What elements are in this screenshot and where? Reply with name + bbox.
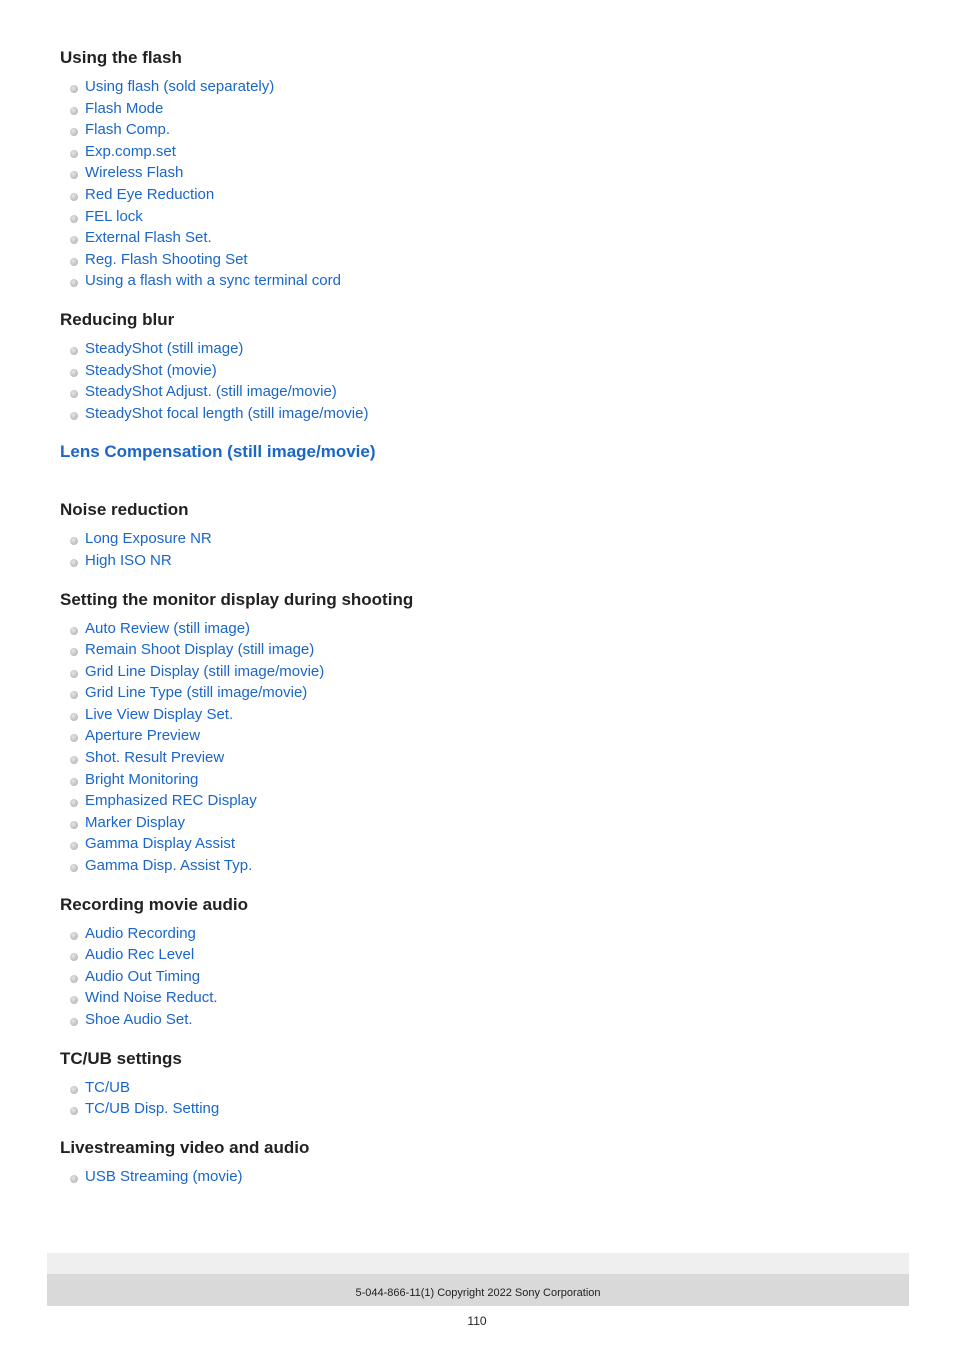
bullet-icon	[70, 85, 78, 93]
bullet-icon	[70, 1107, 78, 1115]
item-link[interactable]: Using flash (sold separately)	[85, 78, 275, 95]
bullet-icon	[70, 1175, 78, 1183]
section-heading: TC/UB settings	[60, 1048, 182, 1068]
bullet-icon	[70, 215, 78, 223]
footer-band	[47, 1274, 909, 1306]
item-link[interactable]: Flash Mode	[85, 99, 164, 117]
item-link[interactable]: Grid Line Display (still image/movie)	[85, 662, 325, 680]
list-item	[60, 1098, 900, 1120]
item-link[interactable]: Red Eye Reduction	[85, 185, 215, 203]
footer-band-light	[47, 1253, 909, 1274]
list-item	[60, 1009, 900, 1031]
list-item	[60, 944, 900, 966]
bullet-icon	[70, 778, 78, 786]
section-heading: Recording movie audio	[60, 894, 248, 914]
link-list	[60, 76, 900, 292]
list-item	[60, 184, 900, 206]
bullet-icon	[70, 1018, 78, 1026]
bullet-icon	[70, 821, 78, 829]
item-link[interactable]: Gamma Display Assist	[85, 835, 236, 853]
list-item	[60, 1077, 900, 1099]
bullet-icon	[70, 236, 78, 244]
item-link[interactable]: Bright Monitoring	[85, 770, 199, 788]
bullet-icon	[70, 171, 78, 179]
list-item	[60, 403, 900, 425]
item-link[interactable]: Gamma Disp. Assist Typ.	[85, 857, 253, 875]
bullet-icon	[70, 756, 78, 764]
list-item	[60, 923, 900, 945]
section-tc-ub-settings	[60, 1047, 900, 1120]
copyright-text: 5-044-866-11(1) Copyright 2022 Sony Corporation	[355, 1287, 601, 1299]
list-item	[60, 704, 900, 726]
item-link[interactable]: Auto Review (still image)	[85, 619, 251, 637]
list-item	[60, 270, 900, 292]
bullet-icon	[70, 996, 78, 1004]
link-list	[60, 338, 900, 424]
item-link[interactable]: TC/UB Disp. Setting	[85, 1100, 220, 1118]
item-link[interactable]: Remain Shoot Display (still image)	[85, 641, 315, 659]
list-item	[60, 550, 900, 572]
list-item	[60, 227, 900, 249]
bullet-icon	[70, 1086, 78, 1094]
bullet-icon	[70, 107, 78, 115]
list-item	[60, 790, 900, 812]
bullet-icon	[70, 559, 78, 567]
bullet-icon	[70, 412, 78, 420]
item-link[interactable]: SteadyShot focal length (still image/movie)	[85, 404, 369, 422]
section-heading: Livestreaming video and audio	[60, 1137, 310, 1157]
list-item	[60, 338, 900, 360]
list-item	[60, 747, 900, 769]
bullet-icon	[70, 975, 78, 983]
section-heading: Setting the monitor display during shooting	[60, 589, 414, 609]
item-link[interactable]: USB Streaming (movie)	[85, 1167, 243, 1185]
item-link[interactable]: SteadyShot Adjust. (still image/movie)	[85, 383, 337, 401]
item-link[interactable]: Exp.comp.set	[85, 142, 176, 160]
section-heading: Using the flash	[60, 48, 182, 67]
link-list	[60, 1077, 900, 1120]
list-item	[60, 141, 900, 163]
section-spacer	[60, 470, 900, 498]
item-link[interactable]: Emphasized REC Display	[85, 792, 257, 810]
section-heading: Noise reduction	[60, 500, 189, 520]
bullet-icon	[70, 369, 78, 377]
list-item	[60, 812, 900, 834]
list-item	[60, 966, 900, 988]
section-reducing-blur	[60, 308, 900, 424]
item-link[interactable]: TC/UB	[85, 1078, 130, 1096]
list-item	[60, 987, 900, 1009]
item-link[interactable]: Marker Display	[85, 813, 186, 831]
page-content	[60, 46, 900, 1203]
link-list	[60, 618, 900, 877]
bullet-icon	[70, 627, 78, 635]
list-item	[60, 76, 900, 98]
list-item	[60, 98, 900, 120]
bullet-icon	[70, 390, 78, 398]
link-list	[60, 1166, 900, 1188]
item-link[interactable]: SteadyShot (movie)	[85, 361, 217, 379]
list-item	[60, 725, 900, 747]
list-item	[60, 833, 900, 855]
bullet-icon	[70, 128, 78, 136]
item-link[interactable]: Flash Comp.	[85, 121, 171, 139]
link-list	[60, 528, 900, 571]
section-noise-reduction	[60, 498, 900, 571]
bullet-icon	[70, 347, 78, 355]
page-number: 110	[467, 1314, 487, 1328]
bullet-icon	[70, 648, 78, 656]
section-recording-movie-audio	[60, 893, 900, 1031]
list-item	[60, 769, 900, 791]
list-item	[60, 162, 900, 184]
section-monitor-display	[60, 588, 900, 877]
bullet-icon	[70, 258, 78, 266]
bullet-icon	[70, 932, 78, 940]
bullet-icon	[70, 691, 78, 699]
list-item	[60, 119, 900, 141]
item-link[interactable]: SteadyShot (still image)	[85, 339, 244, 357]
item-link[interactable]: Shot. Result Preview	[85, 749, 225, 767]
list-item	[60, 618, 900, 640]
bullet-icon	[70, 150, 78, 158]
lens-compensation-link[interactable]: Lens Compensation (still image/movie)	[60, 442, 376, 462]
item-link[interactable]: Reg. Flash Shooting Set	[85, 250, 248, 268]
bullet-icon	[70, 799, 78, 807]
item-link[interactable]: External Flash Set.	[85, 229, 212, 247]
section-lens-compensation	[60, 440, 900, 498]
item-link[interactable]: Audio Out Timing	[85, 967, 201, 985]
bullet-icon	[70, 734, 78, 742]
list-item	[60, 682, 900, 704]
section-using-the-flash	[60, 46, 900, 292]
item-link[interactable]: Wind Noise Reduct.	[85, 989, 218, 1007]
item-link[interactable]: Wireless Flash	[85, 164, 184, 182]
list-item	[60, 855, 900, 877]
bullet-icon	[70, 670, 78, 678]
list-item	[60, 360, 900, 382]
item-link[interactable]: Live View Display Set.	[85, 705, 234, 723]
item-link[interactable]: FEL lock	[85, 207, 143, 225]
list-item	[60, 639, 900, 661]
list-item	[60, 381, 900, 403]
item-link[interactable]: Audio Rec Level	[85, 946, 195, 964]
list-item	[60, 1166, 900, 1188]
bullet-icon	[70, 279, 78, 287]
list-item	[60, 249, 900, 271]
bullet-icon	[70, 537, 78, 545]
item-link[interactable]: Grid Line Type (still image/movie)	[85, 684, 308, 702]
bullet-icon	[70, 842, 78, 850]
bullet-icon	[70, 953, 78, 961]
item-link[interactable]: Audio Recording	[85, 924, 196, 942]
bullet-icon	[70, 713, 78, 721]
bullet-icon	[70, 193, 78, 201]
list-item	[60, 661, 900, 683]
list-item	[60, 206, 900, 228]
item-link[interactable]: Aperture Preview	[85, 727, 201, 745]
section-heading: Reducing blur	[60, 309, 175, 329]
item-link[interactable]: Using a flash with a sync terminal cord	[85, 272, 341, 290]
item-link[interactable]: Shoe Audio Set.	[85, 1011, 193, 1028]
link-list	[60, 923, 900, 1031]
bullet-icon	[70, 864, 78, 872]
item-link[interactable]: Long Exposure NR	[85, 530, 212, 548]
section-livestreaming	[60, 1136, 900, 1188]
item-link[interactable]: High ISO NR	[85, 551, 172, 569]
list-item	[60, 528, 900, 550]
